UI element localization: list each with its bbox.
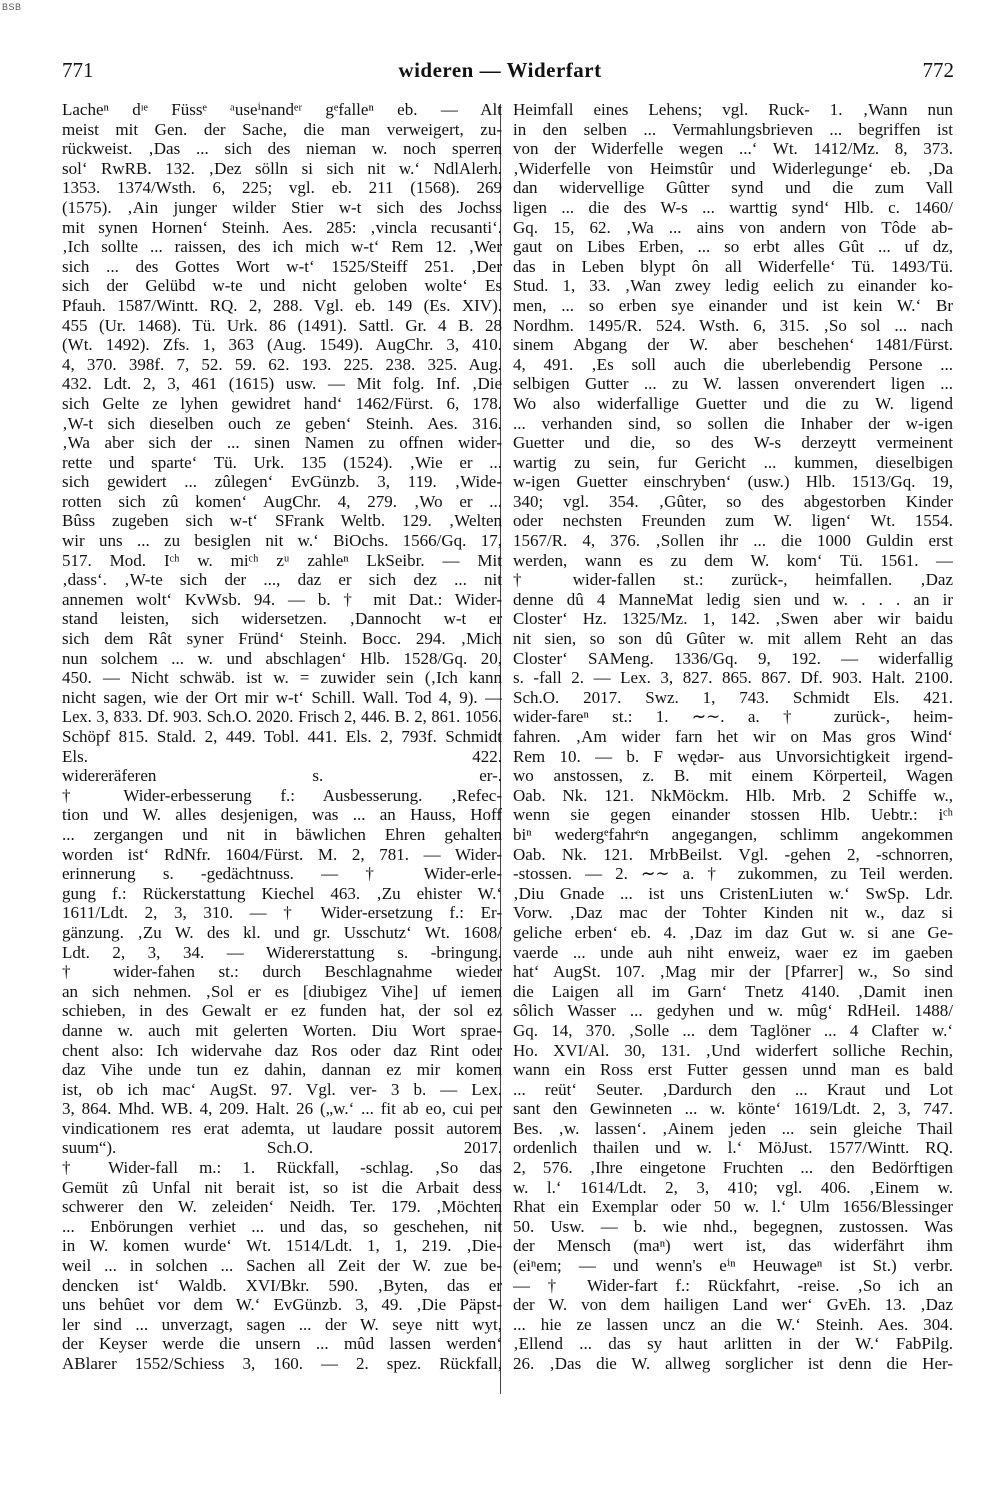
- left-column-line: 450. — Nicht schwäb. ist w. = zuwider sein (‚Ich kann: [62, 668, 502, 688]
- left-column-line: ‚Ich sollte ... raissen, des ich mich w-t‘ Rem 12. ‚Wer: [62, 237, 502, 257]
- right-column-line: men, ... so erben sye einander und ist kein W.‘ Br: [513, 295, 953, 315]
- left-column-line: der Keyser werde die unsern ... mûd lassen werden‘: [62, 1334, 502, 1354]
- left-column-line: uns behûet vor dem W.‘ EvGünzb. 3, 49. ‚Die Päpst-: [62, 1295, 502, 1315]
- left-column-line: 517. Mod. Iᶜʰ w. miᶜʰ zᵘ zahleⁿ LkSeibr. — Mit: [62, 550, 502, 570]
- left-column-line: (1575). ‚Ain junger wilder Stier w-t sich des Jochss: [62, 197, 502, 217]
- right-column-line: Oab. Nk. 121. NkMöckm. Hlb. Mrb. 2 Schiffe w.,: [513, 785, 953, 805]
- left-column-line: schwerer den W. zeleiden‘ Neidh. Ter. 179. ‚Möchten: [62, 1197, 502, 1217]
- library-stamp: BSB: [2, 2, 22, 12]
- left-column-line: sol‘ RwRB. 132. ‚Dez sölln si sich nit w.‘ NdlAlerh.: [62, 158, 502, 178]
- left-column-line: in W. komen wurde‘ Wt. 1514/Ldt. 1, 1, 219. ‚Die-: [62, 1236, 502, 1256]
- right-column-line: Wo also widerfallige Guetter und die zu W. ligend: [513, 393, 953, 413]
- right-column-line: wartig zu sein, fur Gericht ... kummen, dieselbigen: [513, 452, 953, 472]
- right-column-line: Rhat ein Exemplar oder 50 w. l.‘ Ulm 1656/Blessinger: [513, 1197, 953, 1217]
- right-column-line: 4, 491. ‚Es soll auch die uberlebendig Persone ...: [513, 354, 953, 374]
- left-column-line: weil ... in solchen ... Sachen all Zeit der W. zue be-: [62, 1256, 502, 1276]
- left-column-line: Gemüt zû Unfal nit berait ist, so ist die Arbait dess: [62, 1177, 502, 1197]
- right-column-line: werden, wann es zu dem W. kom‘ Tü. 1561. —: [513, 550, 953, 570]
- right-column-line: wenn sie gegen einander stossen Hlb. Uebtr.: iᶜʰ: [513, 805, 953, 825]
- right-column-line: das in Leben blypt ôn all Widerfelle‘ Tü. 1493/Tü.: [513, 256, 953, 276]
- left-column-line: † Wider-erbesserung f.: Ausbesserung. ‚Refec-: [62, 785, 502, 805]
- left-column-line: † wider-fahen st.: durch Beschlagnahme wieder: [62, 962, 502, 982]
- left-column-line: annemen wolt‘ KvWsb. 94. — b. † mit Dat.: Wider-: [62, 589, 502, 609]
- right-column-line: Ho. XVI/Al. 30, 131. ‚Und widerfert solliche Rechin,: [513, 1040, 953, 1060]
- left-column-line: 3, 864. Mhd. WB. 4, 209. Halt. 26 („w.‘ ... fit ab eo, cui per: [62, 1099, 502, 1119]
- right-column-line: (eiⁿem; — und wenn's eⁱⁿ Heuwageⁿ ist St.) verbr.: [513, 1256, 953, 1276]
- right-column-line: — † Wider-fart f.: Rückfahrt, -reise. ‚So ich an: [513, 1275, 953, 1295]
- right-column-line: fahren. ‚Am wider farn het wir on Mas gros Wind‘: [513, 727, 953, 746]
- left-column-line: Els. 422.: [62, 746, 502, 766]
- left-column-line: nun solchem ... w. und abschlagen‘ Hlb. 1528/Gq. 20,: [62, 648, 502, 668]
- right-column-line: vaerde ... unde auh niht enweiz, waer ez im gaeben: [513, 942, 953, 962]
- right-column-line: Bes. ‚w. lassen‘. ‚Ainem jeden ... sein gleiche Thail: [513, 1118, 953, 1138]
- right-column-line: wann ein Ross erst Futter gessen unnd man es bald: [513, 1060, 953, 1080]
- right-column-line: ‚Widerfelle von Heimstûr und Widerlegunge‘ eb. ‚Da: [513, 158, 953, 178]
- left-column-line: ... zergangen und nit in bäwlichen Ehren gehalten: [62, 824, 502, 844]
- right-column-line: 2, 576. ‚Ihre eingetone Fruchten ... den Bedörftigen: [513, 1158, 953, 1178]
- left-column-line: nicht sagen, wie der Ort mir w-t‘ Schill. Wall. Tod 4, 9). —: [62, 687, 502, 707]
- left-column-line: Ldt. 2, 3, 34. — Widererstattung s. -bringung.: [62, 942, 502, 962]
- left-column-line: rette und sparte‘ Tü. Urk. 135 (1524). ‚Wie er ...: [62, 452, 502, 472]
- left-column-line: gänzung. ‚Zu W. des kl. und gr. Usschutz‘ Wt. 1608/: [62, 922, 502, 942]
- right-column-line: nit sien, so son dû Gûter w. mit allem Reht an das: [513, 629, 953, 649]
- page-header: [0, 58, 1000, 88]
- right-column-line: Stud. 1, 33. ‚Wan zwey ledig eelich zu einander ko-: [513, 276, 953, 296]
- right-column-line: † wider-fallen st.: zurück-, heimfallen. ‚Daz: [513, 570, 953, 590]
- right-column-line: gaut on Libes Erben, ... so erbt alles Gût ... uf dz,: [513, 237, 953, 257]
- left-column-line: 455 (Ur. 1468). Tü. Urk. 86 (1491). Sattl. Gr. 4 B. 28: [62, 315, 502, 335]
- right-column-line: biⁿ wedergᵉfahrᵉn angegangen, schlimm angekommen: [513, 824, 953, 844]
- left-column-line: † Wider-fall m.: 1. Rückfall, -schlag. ‚So das: [62, 1158, 502, 1178]
- right-column-line: sôlich Wasser ... gedyhen und w. mûg‘ RdHeil. 1488/: [513, 1001, 953, 1021]
- left-column-line: ... Enbörungen verhiet ... und das, so geschehen, nit: [62, 1216, 502, 1236]
- right-column-line: geliche erben‘ eb. 4. ‚Daz im daz Gut w. si ane Ge-: [513, 922, 953, 942]
- page-number-left: 771: [62, 58, 94, 82]
- left-column-line: stand leisten, sich widersetzen. ‚Dannocht w-t er: [62, 609, 502, 629]
- left-column-line: chent also: Ich widervahe daz Ros oder daz Rint oder: [62, 1040, 502, 1060]
- right-column-line: s. -fall 2. — Lex. 3, 827. 865. 867. Df. 903. Halt. 2100.: [513, 668, 953, 688]
- right-column-line: Nordhm. 1495/R. 524. Wsth. 6, 315. ‚So sol ... nach: [513, 315, 953, 335]
- left-column-line: schieben, in des Gewalt er ez funden hat, der sol ez: [62, 1001, 502, 1021]
- right-column-line: ligen ... die des W-s ... warttig synd‘ Hlb. c. 1460/: [513, 197, 953, 217]
- right-column-line: denne dû 4 ManneMat ledig sien und w. . . . an ir: [513, 589, 953, 609]
- left-column-line: dencken ist‘ Waldb. XVI/Bkr. 590. ‚Byten, das er: [62, 1275, 502, 1295]
- right-column-line: -stossen. — 2. ∼̴∼ a. † zukommen, zu Teil werden.: [513, 864, 953, 884]
- right-column-line: 50. Usw. — b. wie nhd., begegnen, zustossen. Was: [513, 1216, 953, 1236]
- left-column-line: 1611/Ldt. 2, 3, 310. — † Wider-ersetzung f.: Er-: [62, 903, 502, 923]
- right-column-line: Vorw. ‚Daz mac der Tohter Kinden nit w., daz si: [513, 903, 953, 923]
- right-column-line: selbigen Gutter ... zu W. lassen onverendert ligen ...: [513, 374, 953, 394]
- right-column-line: Closter‘ SAMeng. 1336/Gq. 9, 192. — widerfallig: [513, 648, 953, 668]
- page-number-right: 772: [922, 58, 954, 82]
- right-column-line: Guetter und die, so des W-s derzeytt vermeinent: [513, 433, 953, 453]
- left-column-line: meist mit Gen. der Sache, die man verweigert, zu-: [62, 119, 502, 139]
- right-column-line: Sch.O. 2017. Swz. 1, 743. Schmidt Els. 421.: [513, 687, 953, 707]
- left-column-line: suum“). Sch.O. 2017.: [62, 1138, 502, 1158]
- right-column-line: der W. von dem hailigen Land wer‘ GvEh. 13. ‚Daz: [513, 1295, 953, 1315]
- right-column-line: ‚Ellend ... das sy haut arlitten in der W.‘ FabPilg.: [513, 1334, 953, 1354]
- left-column-line: gung f.: Rückerstattung Kiechel 463. ‚Zu ehister W.‘: [62, 883, 502, 903]
- left-column-line: ist, ob ich mac‘ AugSt. 97. Vgl. ver- 3 b. — Lex.: [62, 1079, 502, 1099]
- left-column-line: sich gewidert ... zûlegen‘ EvGünzb. 3, 119. ‚Wide-: [62, 472, 502, 492]
- left-column-line: sich Gelte ze lyhen gewidret hand‘ 1462/Fürst. 6, 178.: [62, 393, 502, 413]
- right-column-line: Oab. Nk. 121. MrbBeilst. Vgl. -gehen 2, -schnorren,: [513, 844, 953, 864]
- right-column-line: in den selben ... Vermahlungsbrieven ... begriffen ist: [513, 119, 953, 139]
- left-column-line: sich ... des Gottes Wort w-t‘ 1525/Steiff 251. ‚Der: [62, 256, 502, 276]
- left-column-line: rückweist. ‚Das ... sich des nieman w. noch sperren: [62, 139, 502, 159]
- right-column-line: oder nechsten Freunden zum W. ligen‘ Wt. 1554.: [513, 511, 953, 531]
- right-column-line: die Laigen all im Garn‘ Tnetz 4140. ‚Damit inen: [513, 981, 953, 1001]
- right-column-line: ... verhanden sind, so sollen die Inhaber der w-igen: [513, 413, 953, 433]
- left-column-line: 1353. 1374/Wsth. 6, 225; vgl. eb. 211 (1568). 269: [62, 178, 502, 198]
- left-column-line: sich dem Rât syner Fründ‘ Steinh. Bocc. 294. ‚Mich: [62, 629, 502, 649]
- left-column-line: wir uns ... zu besiglen nit w.‘ BiOchs. 1566/Gq. 17,: [62, 531, 502, 551]
- right-column-line: 26. ‚Das die W. allweg sorglicher ist denn die Her-: [513, 1354, 953, 1373]
- left-column-line: widereräferen s. er-.: [62, 766, 502, 786]
- right-column-line: ‚Diu Gnade ... ist uns CristenLiuten w.‘ SwSp. Ldr.: [513, 883, 953, 903]
- right-column-line: Gq. 15, 62. ‚Wa ... ains von andern von Tôde ab-: [513, 217, 953, 237]
- left-column-line: Lex. 3, 833. Df. 903. Sch.O. 2020. Frisch 2, 446. B. 2, 861. 1056.: [62, 707, 502, 727]
- right-column-line: wo anstossen, z. B. mit einem Körperteil, Wagen: [513, 766, 953, 786]
- right-column-line: w-igen Guetter einschryben‘ (usw.) Hlb. 1513/Gq. 19,: [513, 472, 953, 492]
- left-column-line: danne w. auch mit gelerten Worten. Diu Wort sprae-: [62, 1020, 502, 1040]
- left-column-line: ABlarer 1552/Schiess 3, 160. — 2. spez. Rückfall,: [62, 1354, 502, 1373]
- right-column-line: wider-fareⁿ st.: 1. ∼̴∼. a. † zurück-, heim-: [513, 707, 953, 727]
- left-column-line: tion und W. alles desjenigen, was ... an Hauss, Hoff: [62, 805, 502, 825]
- left-column-line: Bûss zugeben sich w-t‘ SFrank Weltb. 129. ‚Welten: [62, 511, 502, 531]
- left-column-line: ler sind ... unverzagt, sagen ... der W. seye nitt wyt,: [62, 1314, 502, 1334]
- right-column-line: Gq. 14, 370. ‚Solle ... dem Taglöner ... 4 Clafter w.‘: [513, 1020, 953, 1040]
- running-title: wideren — Widerfart: [398, 58, 602, 82]
- right-column-line: w. l.‘ 1614/Ldt. 2, 3, 410; vgl. 406. ‚Einem w.: [513, 1177, 953, 1197]
- left-column-line: Schöpf 815. Stald. 2, 449. Tobl. 441. Els. 2, 793f. Schmidt: [62, 727, 502, 746]
- left-column-line: ‚dass‘. ‚W-te sich der ..., daz er sich dez ... nit: [62, 570, 502, 590]
- right-column-line: der Mensch (maⁿ) wert ist, das widerfährt ihm: [513, 1236, 953, 1256]
- left-column-line: an sich nehmen. ‚Sol er es [diubigez Vihe] uf iemen: [62, 981, 502, 1001]
- right-column-line: Heimfall eines Lehens; vgl. Ruck- 1. ‚Wann nun: [513, 100, 953, 119]
- right-column-line: ... reüt‘ Seuter. ‚Dardurch den ... Kraut und Lot: [513, 1079, 953, 1099]
- right-column-line: hat‘ AugSt. 107. ‚Mag mir der [Pfarrer] w., So sind: [513, 962, 953, 982]
- left-column-line: sich der Gelübd w-te und nicht geloben wolte‘ Es: [62, 276, 502, 296]
- right-column-line: ... hie ze lassen uncz an die W.‘ Steinh. Aes. 304.: [513, 1314, 953, 1334]
- right-column-line: 340; vgl. 354. ‚Gûter, so des abgestorben Kinder: [513, 491, 953, 511]
- right-column-line: von der Widerfelle wegen ...‘ Wt. 1412/Mz. 8, 373.: [513, 139, 953, 159]
- left-column-line: 4, 370. 398f. 7, 52. 59. 62. 193. 225. 238. 325. Aug.: [62, 354, 502, 374]
- left-column-line: mit synen Hornen‘ Steinh. Aes. 285: ‚vincla recusanti‘.: [62, 217, 502, 237]
- right-column-line: Closter‘ Hz. 1325/Mz. 1, 142. ‚Swen aber wir baidu: [513, 609, 953, 629]
- left-column-line: ‚Wa aber sich der ... sinen Namen zu offnen wider-: [62, 433, 502, 453]
- left-column-line: (Wt. 1492). Zfs. 1, 363 (Aug. 1549). AugChr. 3, 410.: [62, 335, 502, 355]
- left-column-line: daz Vihe unde tun ez dahin, dannan ez mir komen: [62, 1060, 502, 1080]
- right-column-line: dan widervellige Gûtter synd und die zum Vall: [513, 178, 953, 198]
- right-column-line: sant den Gewinneten ... w. könte‘ 1619/Ldt. 2, 3, 747.: [513, 1099, 953, 1119]
- left-column-line: Pfauh. 1587/Wintt. RQ. 2, 288. Vgl. eb. 149 (Es. XIV).: [62, 295, 502, 315]
- left-column-line: Lacheⁿ dᶦᵉ Füssᵉ ᵃuseⁱnandᵉʳ gᵉfalleⁿ eb. — Alt: [62, 100, 502, 119]
- left-column-line: vindicationem res erat ademta, ut laudare possit autorem: [62, 1118, 502, 1138]
- right-column: [513, 100, 953, 1374]
- right-column-line: Rem 10. — b. F wędər- aus Unvorsichtigkeit irgend-: [513, 746, 953, 766]
- left-column-line: erinnerung s. -gedächtnuss. — † Wider-erle-: [62, 864, 502, 884]
- left-column-line: 432. Ldt. 2, 3, 461 (1615) usw. — Mit folg. Inf. ‚Die: [62, 374, 502, 394]
- left-column-line: worden ist‘ RdNfr. 1604/Fürst. M. 2, 781. — Wider-: [62, 844, 502, 864]
- left-column-line: rotten sich zû komen‘ AugChr. 4, 279. ‚Wo er ...: [62, 491, 502, 511]
- left-column-line: ‚W-t sich dieselben ouch ze geben‘ Steinh. Aes. 316.: [62, 413, 502, 433]
- right-column-line: sinem Abgang der W. aber beschehen‘ 1481/Fürst.: [513, 335, 953, 355]
- right-column-line: 1567/R. 4, 376. ‚Sollen ihr ... die 1000 Guldin erst: [513, 531, 953, 551]
- right-column-line: ordenlich thailen und w. l.‘ MöJust. 1577/Wintt. RQ.: [513, 1138, 953, 1158]
- left-column: [62, 100, 502, 1374]
